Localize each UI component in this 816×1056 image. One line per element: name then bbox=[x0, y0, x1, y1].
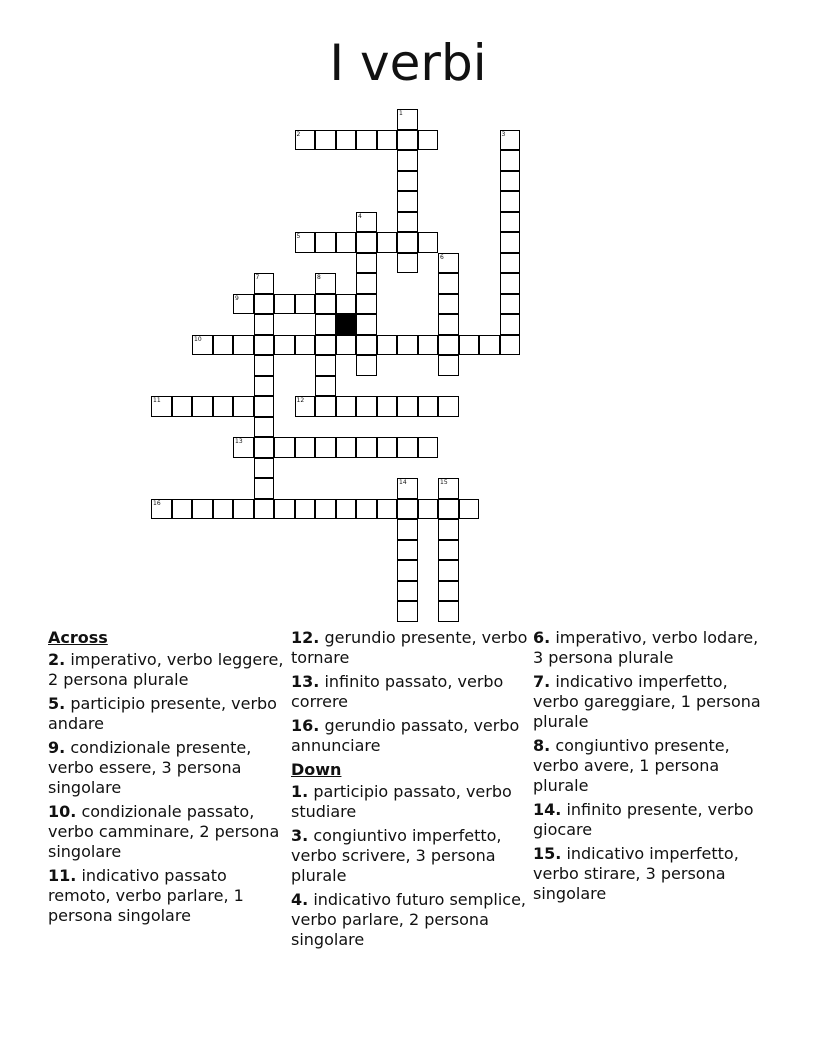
grid-cell[interactable] bbox=[315, 437, 336, 458]
grid-cell[interactable] bbox=[418, 499, 439, 520]
clue-number: 13 bbox=[235, 438, 243, 445]
grid-cell[interactable] bbox=[336, 335, 357, 356]
clue-number: 2 bbox=[296, 130, 301, 138]
grid-cell[interactable] bbox=[397, 540, 418, 561]
grid-cell[interactable] bbox=[500, 294, 521, 315]
grid-cell[interactable] bbox=[295, 396, 316, 417]
grid-cell[interactable] bbox=[315, 294, 336, 315]
grid-cell[interactable] bbox=[397, 150, 418, 171]
grid-cell[interactable] bbox=[336, 130, 357, 151]
grid-cell[interactable] bbox=[274, 499, 295, 520]
grid-cell[interactable] bbox=[500, 191, 521, 212]
grid-cell[interactable] bbox=[377, 130, 398, 151]
grid-cell[interactable] bbox=[438, 499, 459, 520]
grid-cell[interactable] bbox=[315, 273, 336, 294]
grid-cell[interactable] bbox=[438, 581, 459, 602]
grid-cell[interactable] bbox=[418, 130, 439, 151]
grid-cell[interactable] bbox=[233, 437, 254, 458]
clue-number: 14 bbox=[399, 479, 407, 486]
clue-across-10: 10. condizionale passato, verbo camminare, 2 persona singolare bbox=[48, 802, 280, 861]
grid-cell[interactable] bbox=[336, 499, 357, 520]
grid-cell[interactable] bbox=[397, 130, 418, 151]
clue-down-1: 1. participio passato, verbo studiare bbox=[291, 782, 512, 821]
clue-number: 1 bbox=[399, 110, 403, 117]
grid-cell[interactable] bbox=[315, 335, 336, 356]
grid-cell[interactable] bbox=[356, 335, 377, 356]
grid-cell[interactable] bbox=[397, 191, 418, 212]
grid-cell[interactable] bbox=[192, 396, 213, 417]
grid-cell[interactable] bbox=[438, 560, 459, 581]
grid-cell[interactable] bbox=[336, 396, 357, 417]
grid-cell[interactable] bbox=[356, 499, 377, 520]
clue-down-8: 8. congiuntivo presente, verbo avere, 1 persona plurale bbox=[533, 736, 730, 795]
grid-cell[interactable] bbox=[213, 499, 234, 520]
grid-cell[interactable] bbox=[315, 130, 336, 151]
grid-cell[interactable] bbox=[418, 232, 439, 253]
grid-cell[interactable] bbox=[500, 335, 521, 356]
grid-cell[interactable] bbox=[397, 560, 418, 581]
grid-cell[interactable] bbox=[254, 314, 275, 335]
clue-down-15: 15. indicativo imperfetto, verbo stirare, 3 persona singolare bbox=[533, 844, 739, 903]
grid-cell[interactable] bbox=[254, 355, 275, 376]
grid-cell[interactable] bbox=[254, 335, 275, 356]
grid-cell[interactable] bbox=[254, 294, 275, 315]
grid-cell[interactable] bbox=[274, 437, 295, 458]
clue-down-7: 7. indicativo imperfetto, verbo gareggiare, 1 persona plurale bbox=[533, 672, 761, 731]
grid-cell[interactable] bbox=[397, 253, 418, 274]
grid-cell[interactable] bbox=[254, 396, 275, 417]
clue-number: 9 bbox=[235, 294, 239, 302]
grid-cell[interactable] bbox=[254, 376, 275, 397]
grid-cell[interactable] bbox=[356, 396, 377, 417]
grid-cell[interactable] bbox=[500, 273, 521, 294]
clue-number: 6 bbox=[440, 253, 444, 261]
grid-cell[interactable] bbox=[233, 396, 254, 417]
grid-cell[interactable] bbox=[459, 499, 480, 520]
grid-cell[interactable] bbox=[500, 314, 521, 335]
clue-number: 11 bbox=[153, 397, 161, 404]
grid-cell[interactable] bbox=[213, 335, 234, 356]
grid-cell[interactable] bbox=[336, 294, 357, 315]
clue-down-14: 14. infinito presente, verbo giocare bbox=[533, 800, 754, 839]
clue-number: 16 bbox=[153, 499, 161, 507]
clue-number: 7 bbox=[255, 274, 260, 281]
grid-cell[interactable] bbox=[397, 499, 418, 520]
grid-cell[interactable] bbox=[356, 130, 377, 151]
grid-cell[interactable] bbox=[438, 519, 459, 540]
clue-number: 8 bbox=[317, 274, 321, 281]
grid-cell[interactable] bbox=[438, 273, 459, 294]
clue-across-5: 5. participio presente, verbo andare bbox=[48, 694, 277, 733]
grid-cell[interactable] bbox=[377, 437, 398, 458]
grid-cell[interactable] bbox=[377, 396, 398, 417]
grid-cell[interactable] bbox=[438, 314, 459, 335]
grid-cell[interactable] bbox=[274, 335, 295, 356]
grid-cell[interactable] bbox=[418, 396, 439, 417]
clue-number: 5 bbox=[296, 233, 301, 240]
black-square bbox=[336, 314, 357, 335]
grid-cell[interactable] bbox=[459, 335, 480, 356]
grid-cell[interactable] bbox=[254, 499, 275, 520]
grid-cell[interactable] bbox=[377, 499, 398, 520]
clue-number: 12 bbox=[296, 397, 305, 404]
grid-cell[interactable] bbox=[397, 478, 418, 499]
grid-cell[interactable] bbox=[213, 396, 234, 417]
grid-cell[interactable] bbox=[438, 540, 459, 561]
grid-cell[interactable] bbox=[295, 232, 316, 253]
grid-cell[interactable] bbox=[233, 335, 254, 356]
grid-cell[interactable] bbox=[315, 355, 336, 376]
grid-cell[interactable] bbox=[315, 376, 336, 397]
grid-cell[interactable] bbox=[295, 335, 316, 356]
grid-cell[interactable] bbox=[356, 314, 377, 335]
grid-cell[interactable] bbox=[397, 581, 418, 602]
grid-cell[interactable] bbox=[192, 499, 213, 520]
clue-number: 3 bbox=[501, 130, 506, 138]
grid-cell[interactable] bbox=[418, 335, 439, 356]
grid-cell[interactable] bbox=[397, 519, 418, 540]
grid-cell[interactable] bbox=[254, 478, 275, 499]
clue-across-9: 9. condizionale presente, verbo essere, 3 persona singolare bbox=[48, 738, 252, 797]
grid-cell[interactable] bbox=[254, 417, 275, 438]
grid-cell[interactable] bbox=[479, 335, 500, 356]
grid-cell[interactable] bbox=[500, 232, 521, 253]
grid-cell[interactable] bbox=[500, 253, 521, 274]
grid-cell[interactable] bbox=[356, 273, 377, 294]
clue-across-13: 13. infinito passato, verbo correre bbox=[291, 672, 504, 711]
grid-cell[interactable] bbox=[438, 335, 459, 356]
grid-cell[interactable] bbox=[295, 499, 316, 520]
grid-cell[interactable] bbox=[315, 499, 336, 520]
grid-cell[interactable] bbox=[295, 130, 316, 151]
grid-cell[interactable] bbox=[438, 294, 459, 315]
grid-cell[interactable] bbox=[233, 499, 254, 520]
grid-cell[interactable] bbox=[438, 253, 459, 274]
grid-cell[interactable] bbox=[356, 294, 377, 315]
grid-cell[interactable] bbox=[438, 396, 459, 417]
grid-cell[interactable] bbox=[397, 437, 418, 458]
grid-cell[interactable] bbox=[254, 437, 275, 458]
grid-cell[interactable] bbox=[397, 109, 418, 130]
page-title: I verbi bbox=[329, 34, 487, 92]
clue-across-12: 12. gerundio presente, verbo tornare bbox=[291, 628, 528, 667]
clues-column-1 bbox=[48, 628, 288, 930]
grid-cell[interactable] bbox=[172, 499, 193, 520]
grid-cell[interactable] bbox=[336, 437, 357, 458]
grid-cell[interactable] bbox=[500, 212, 521, 233]
clue-down-4: 4. indicativo futuro semplice, verbo parlare, 2 persona singolare bbox=[291, 890, 526, 949]
across-heading: Across bbox=[48, 628, 108, 647]
grid-cell[interactable] bbox=[356, 355, 377, 376]
grid-cell[interactable] bbox=[356, 232, 377, 253]
clue-number: 10 bbox=[194, 335, 202, 343]
grid-cell[interactable] bbox=[254, 273, 275, 294]
grid-cell[interactable] bbox=[397, 601, 418, 622]
grid-cell[interactable] bbox=[233, 294, 254, 315]
grid-cell[interactable] bbox=[418, 437, 439, 458]
grid-cell[interactable] bbox=[397, 171, 418, 192]
grid-cell[interactable] bbox=[315, 232, 336, 253]
grid-cell[interactable] bbox=[438, 601, 459, 622]
grid-cell[interactable] bbox=[151, 499, 172, 520]
grid-cell[interactable] bbox=[172, 396, 193, 417]
grid-cell[interactable] bbox=[438, 478, 459, 499]
clue-number: 4 bbox=[358, 212, 362, 220]
clue-down-3: 3. congiuntivo imperfetto, verbo scrivere, 3 persona plurale bbox=[291, 826, 502, 885]
grid-cell[interactable] bbox=[356, 437, 377, 458]
grid-cell[interactable] bbox=[377, 335, 398, 356]
grid-cell[interactable] bbox=[254, 458, 275, 479]
grid-cell[interactable] bbox=[500, 130, 521, 151]
grid-cell[interactable] bbox=[295, 294, 316, 315]
clues-column-3 bbox=[533, 628, 773, 908]
grid-cell[interactable] bbox=[397, 212, 418, 233]
grid-cell[interactable] bbox=[438, 355, 459, 376]
grid-cell[interactable] bbox=[397, 232, 418, 253]
grid-cell[interactable] bbox=[295, 437, 316, 458]
down-heading: Down bbox=[291, 760, 342, 779]
clue-number: 15 bbox=[440, 479, 448, 486]
clue-down-6: 6. imperativo, verbo lodare, 3 persona plurale bbox=[533, 628, 759, 667]
clue-across-2: 2. imperativo, verbo leggere, 2 persona plurale bbox=[48, 650, 284, 689]
grid-cell[interactable] bbox=[336, 232, 357, 253]
clue-across-16: 16. gerundio passato, verbo annunciare bbox=[291, 716, 520, 755]
grid-cell[interactable] bbox=[397, 396, 418, 417]
grid-cell[interactable] bbox=[315, 396, 336, 417]
clue-across-11: 11. indicativo passato remoto, verbo parlare, 1 persona singolare bbox=[48, 866, 244, 925]
grid-cell[interactable] bbox=[274, 294, 295, 315]
grid-cell[interactable] bbox=[377, 232, 398, 253]
grid-cell[interactable] bbox=[500, 150, 521, 171]
grid-cell[interactable] bbox=[315, 314, 336, 335]
grid-cell[interactable] bbox=[356, 212, 377, 233]
grid-cell[interactable] bbox=[397, 335, 418, 356]
clues-column-2 bbox=[291, 628, 531, 954]
grid-cell[interactable] bbox=[151, 396, 172, 417]
grid-cell[interactable] bbox=[356, 253, 377, 274]
grid-cell[interactable] bbox=[500, 171, 521, 192]
grid-cell[interactable] bbox=[192, 335, 213, 356]
